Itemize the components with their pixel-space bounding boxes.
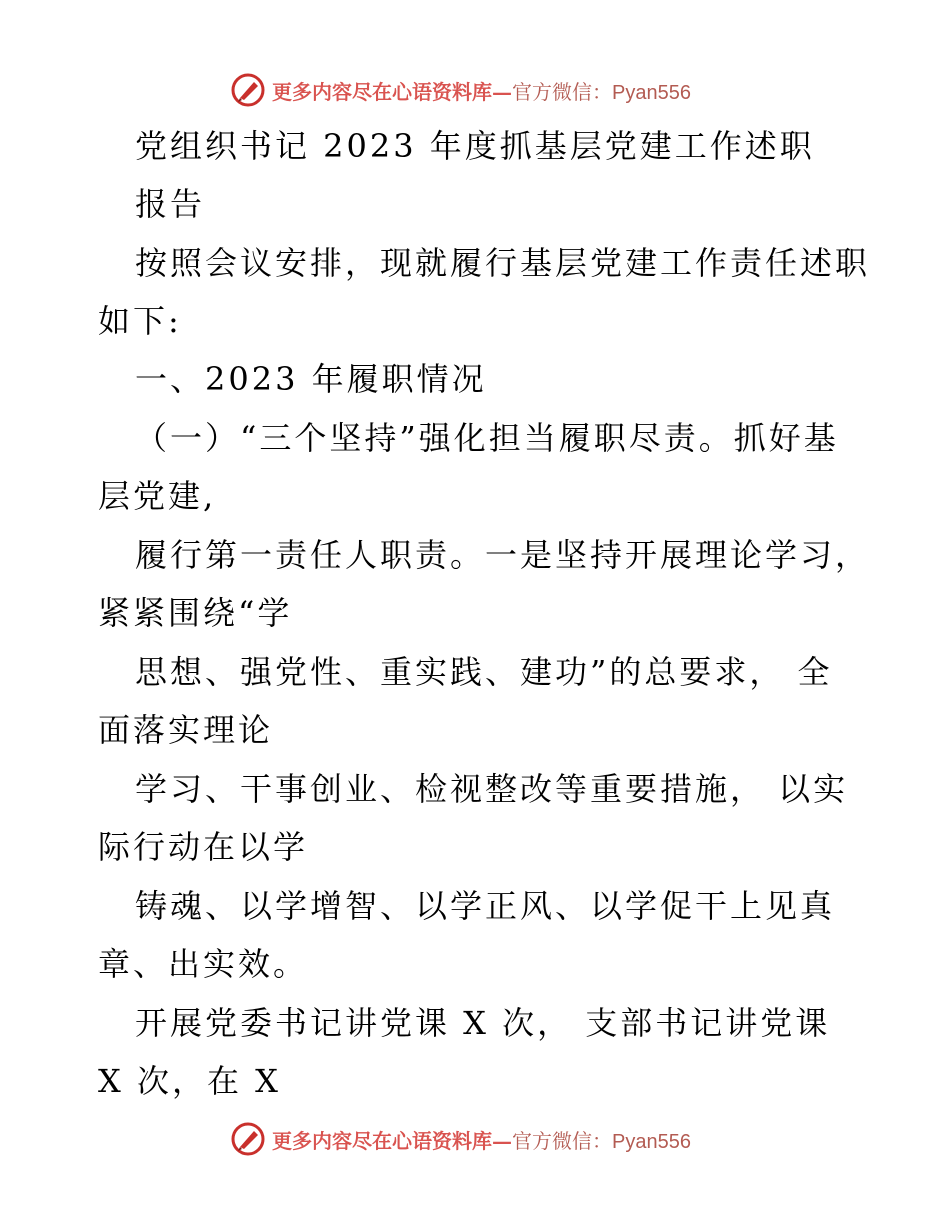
banner-wechat-text: 官方微信：Pyan556 <box>512 1130 691 1153</box>
body-line: 按照会议安排，现就履行基层党建工作责任述职 <box>135 244 871 282</box>
body-line: X 次，在 X <box>98 1062 281 1100</box>
body-line: 履行第一责任人职责。一是坚持开展理论学习， <box>135 536 871 574</box>
body-line: 章、出实效。 <box>98 945 309 983</box>
body-line: 际行动在以学 <box>98 828 309 866</box>
body-line: 学习、干事创业、检视整改等重要措施， 以实 <box>135 770 849 808</box>
banner-wechat-text: 官方微信：Pyan556 <box>512 81 691 104</box>
body-line: 开展党委书记讲党课 X 次， 支部书记讲党课 <box>135 1004 831 1042</box>
body-line: 思想、强党性、重实践、建功”的总要求， 全 <box>135 653 833 691</box>
body-line: 紧紧围绕“学 <box>98 594 293 632</box>
pen-logo-icon <box>230 72 266 108</box>
banner-site-text: 更多内容尽在心语资料库— <box>272 1128 512 1153</box>
section-heading: 一、2023 年履职情况 <box>135 360 487 398</box>
body-line: （一）“三个坚持”强化担当履职尽责。抓好基 <box>135 419 839 457</box>
body-line: 铸魂、以学增智、以学正风、以学促干上见真 <box>135 887 836 925</box>
banner-site-text: 更多内容尽在心语资料库— <box>272 79 512 104</box>
pen-logo-icon <box>230 1121 266 1157</box>
body-line: 层党建, <box>98 477 217 515</box>
doc-title-line-1: 党组织书记 2023 年度抓基层党建工作述职 <box>135 127 815 165</box>
footer-watermark <box>230 1119 691 1159</box>
body-line: 面落实理论 <box>98 711 274 749</box>
header-watermark <box>230 70 691 110</box>
doc-title-line-2: 报告 <box>135 185 206 223</box>
body-line: 如下: <box>98 302 182 340</box>
